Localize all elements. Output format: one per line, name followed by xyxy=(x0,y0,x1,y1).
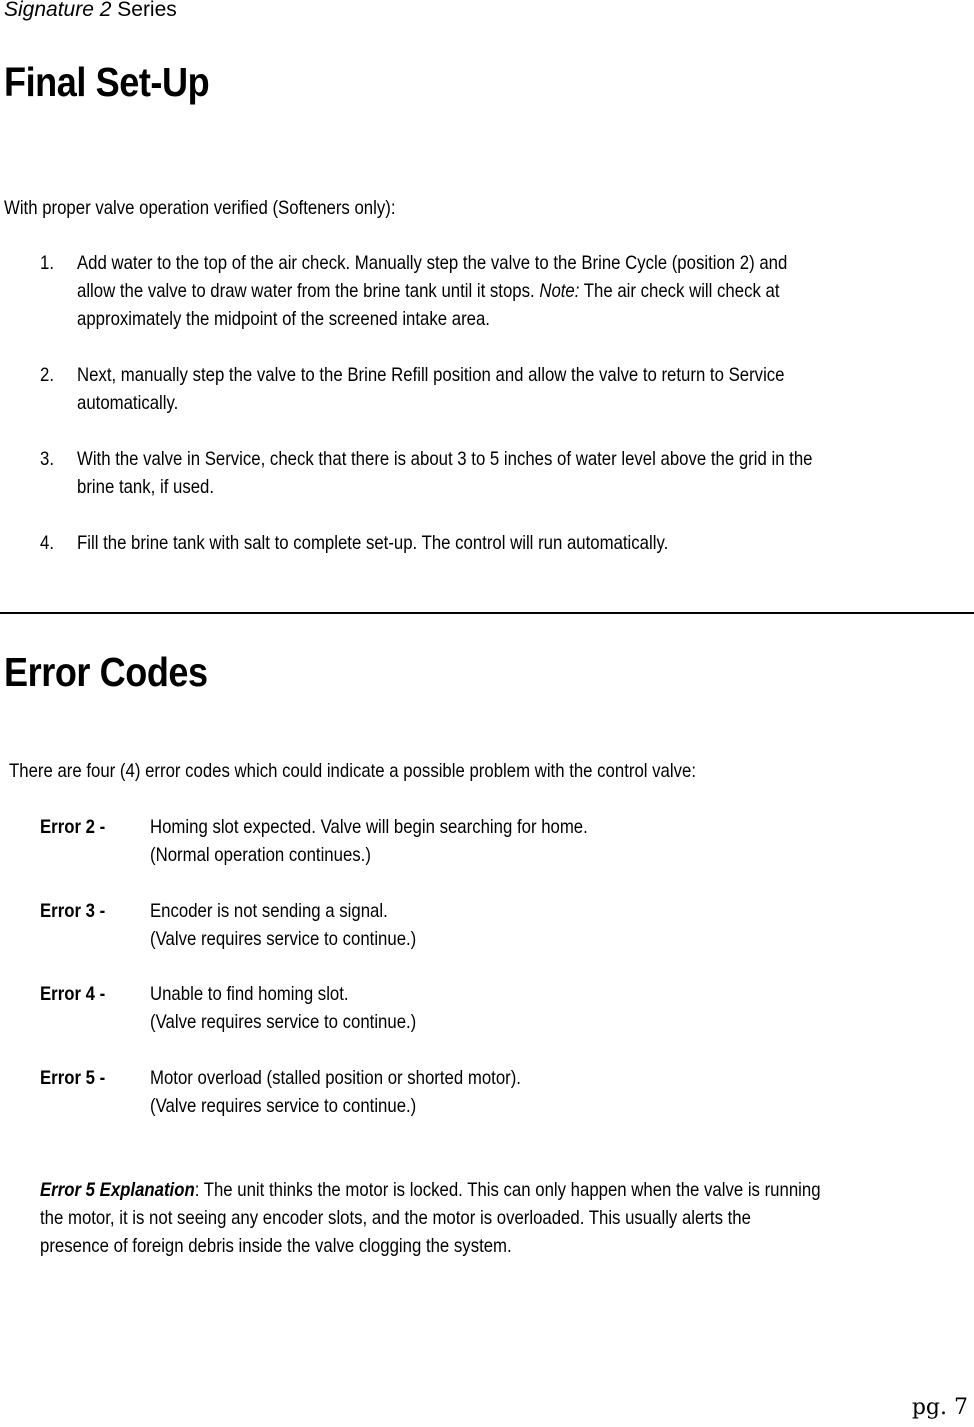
error-description: Unable to find homing slot. xyxy=(150,983,349,1005)
series-name: Signature 2 xyxy=(4,0,112,21)
error-status: (Valve requires service to continue.) xyxy=(150,928,417,950)
error-description: Homing slot expected. Valve will begin searching for home. xyxy=(150,816,588,838)
note-label: Note: xyxy=(539,280,580,302)
series-suffix: Series xyxy=(111,0,177,21)
page-number: pg. 7 xyxy=(911,1395,968,1420)
step-number: 4. xyxy=(40,532,54,554)
error-status: (Valve requires service to continue.) xyxy=(150,1095,417,1117)
step-4-line-1: Fill the brine tank with salt to complete set-up. The control will run automatically. xyxy=(77,532,669,554)
error-label: Error 2 - xyxy=(40,816,106,838)
error-codes-title: Error Codes xyxy=(4,649,208,695)
error-status: (Normal operation continues.) xyxy=(150,844,371,866)
section-divider xyxy=(0,612,974,614)
error-status: (Valve requires service to continue.) xyxy=(150,1011,417,1033)
step-1-line-1: Add water to the top of the air check. Manually step the valve to the Brine Cycle (position 2) and xyxy=(77,252,788,274)
error-5-explanation-line-2: the motor, it is not seeing any encoder slots, and the motor is overloaded. This usually alerts the xyxy=(40,1207,751,1229)
error-5-explanation-line-3: presence of foreign debris inside the valve clogging the system. xyxy=(40,1235,512,1257)
final-setup-title: Final Set-Up xyxy=(4,59,210,105)
error-description: Motor overload (stalled position or shorted motor). xyxy=(150,1067,521,1089)
step-3-line-2: brine tank, if used. xyxy=(77,476,215,498)
step-number: 2. xyxy=(40,364,54,386)
step-1-line-2-text: allow the valve to draw water from the brine tank until it stops. xyxy=(77,280,540,302)
step-1-line-2 xyxy=(77,277,779,305)
error-label: Error 5 - xyxy=(40,1067,106,1089)
step-2-line-2: automatically. xyxy=(77,392,179,414)
error-description: Encoder is not sending a signal. xyxy=(150,900,388,922)
step-number: 3. xyxy=(40,448,54,470)
error-label: Error 4 - xyxy=(40,983,106,1005)
series-header xyxy=(4,0,177,22)
step-3-line-1: With the valve in Service, check that there is about 3 to 5 inches of water level above the grid in the xyxy=(77,448,813,470)
error-codes-intro: There are four (4) error codes which could indicate a possible problem with the control valve: xyxy=(9,760,696,782)
step-number: 1. xyxy=(40,252,54,274)
note-text: The air check will check at xyxy=(579,280,780,302)
explanation-text: : The unit thinks the motor is locked. This can only happen when the valve is running xyxy=(194,1179,821,1201)
error-label: Error 3 - xyxy=(40,900,106,922)
final-setup-intro: With proper valve operation verified (Softeners only): xyxy=(4,197,396,219)
explanation-label: Error 5 Explanation xyxy=(40,1179,195,1201)
step-2-line-1: Next, manually step the valve to the Brine Refill position and allow the valve to return to Service xyxy=(77,364,785,386)
error-5-explanation-line-1 xyxy=(40,1176,821,1204)
step-1-line-3: approximately the midpoint of the screened intake area. xyxy=(77,308,490,330)
